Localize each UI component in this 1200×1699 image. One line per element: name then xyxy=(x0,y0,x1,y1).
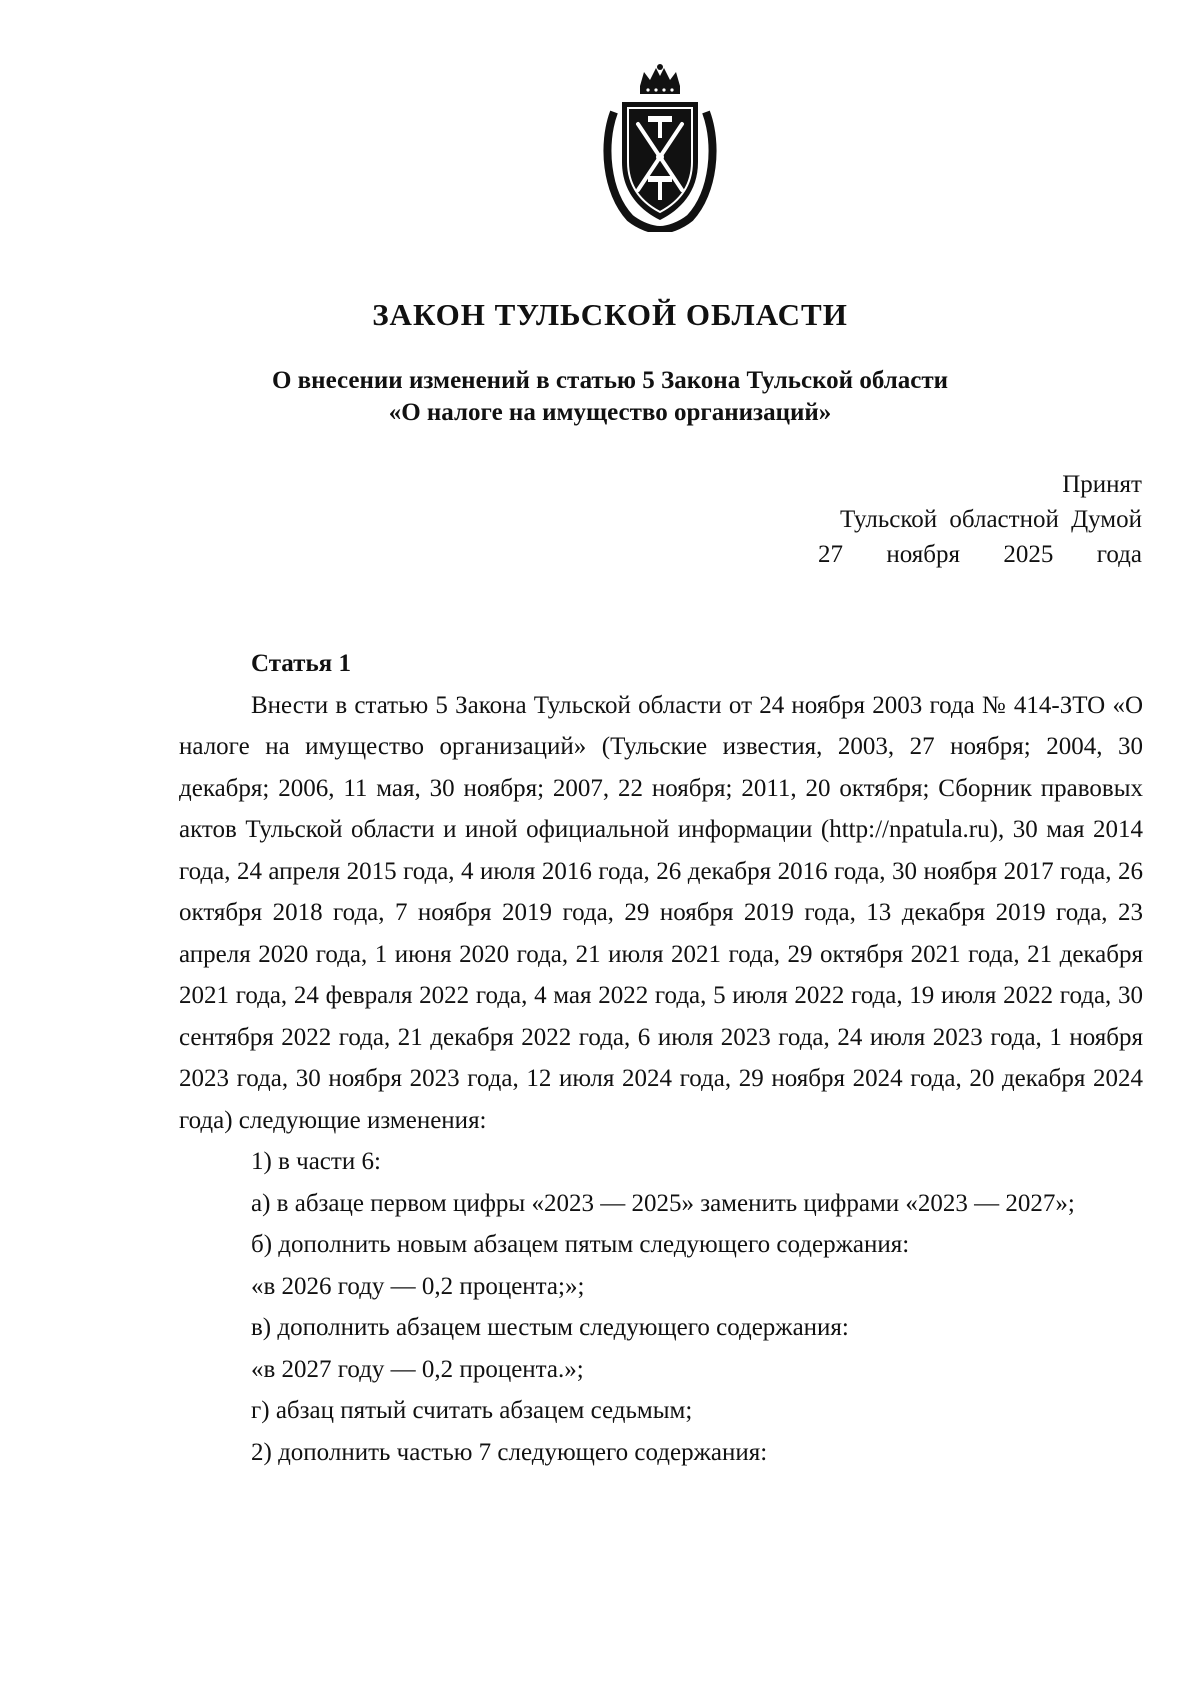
adoption-line2: Тульской областной Думой xyxy=(839,506,1142,533)
adoption-block xyxy=(762,467,1142,572)
item-1b: б) дополнить новым абзацем пятым следующего содержания: xyxy=(251,1231,910,1258)
item-1c: в) дополнить абзацем шестым следующего содержания: xyxy=(251,1314,849,1341)
article-heading: Статья 1 xyxy=(251,650,351,677)
item-1: 1) в части 6: xyxy=(251,1148,381,1175)
item-2: 2) дополнить частью 7 следующего содержания: xyxy=(251,1438,768,1466)
law-subtitle-line1: О внесении изменений в статью 5 Закона Тульской области xyxy=(271,367,949,394)
item-1a: а) в абзаце первом цифры «2023 — 2025» заменить цифрами «2023 — 2027»; xyxy=(251,1189,1075,1217)
law-subtitle-line2: «О налоге на имущество организаций» xyxy=(388,399,832,426)
item-1b-quote: «в 2026 году — 0,2 процента;»; xyxy=(251,1272,585,1300)
adoption-month: ноября xyxy=(886,541,960,568)
law-title: ЗАКОН ТУЛЬСКОЙ ОБЛАСТИ xyxy=(372,297,848,332)
coat-of-arms-emblem xyxy=(600,64,720,232)
adoption-date xyxy=(762,537,1142,572)
adoption-day: 27 xyxy=(818,541,843,568)
article-intro-paragraph: Внести в статью 5 Закона Тульской области от 24 ноября 2003 года № 414-ЗТО «О налоге на имущество организаций» (Тульские известия, 2003, 27 ноября; 2004, 30 декабря; 2006, 11 мая, 30 ноября; 2007, 22 ноября; 2011, 20 октября; Сборник правовых актов Тульской области и иной официальной информации (http://npatula.ru), 30 мая 2014 года, 24 апреля 2015 года, 4 июля 2016 года, 26 декабря 2016 года, 30 ноября 2017 года, 26 октября 2018 года, 7 ноября 2019 года, 29 ноября 2019 года, 13 декабря 2019 года, 23 апреля 2020 года, 1 июня 2020 года, 21 июля 2021 года, 29 октября 2021 года, 21 декабря 2021 года, 24 февраля 2022 года, 4 мая 2022 года, 5 июля 2022 года, 19 июля 2022 года, 30 сентября 2022 года, 21 декабря 2022 года, 6 июля 2023 года, 24 июля 2023 года, 1 ноября 2023 года, 30 ноября 2023 года, 12 июля 2024 года, 29 ноября 2024 года, 20 декабря 2024 года) следующие изменения: xyxy=(179,691,1143,1134)
adoption-line1: Принят xyxy=(1062,471,1142,498)
adoption-year: 2025 xyxy=(1003,541,1054,568)
article-body xyxy=(179,643,1143,1473)
law-subtitle xyxy=(0,365,1200,429)
item-1d: г) абзац пятый считать абзацем седьмым; xyxy=(251,1397,693,1424)
adoption-year-word: года xyxy=(1096,541,1142,568)
item-1c-quote: «в 2027 году — 0,2 процента.»; xyxy=(251,1355,584,1383)
